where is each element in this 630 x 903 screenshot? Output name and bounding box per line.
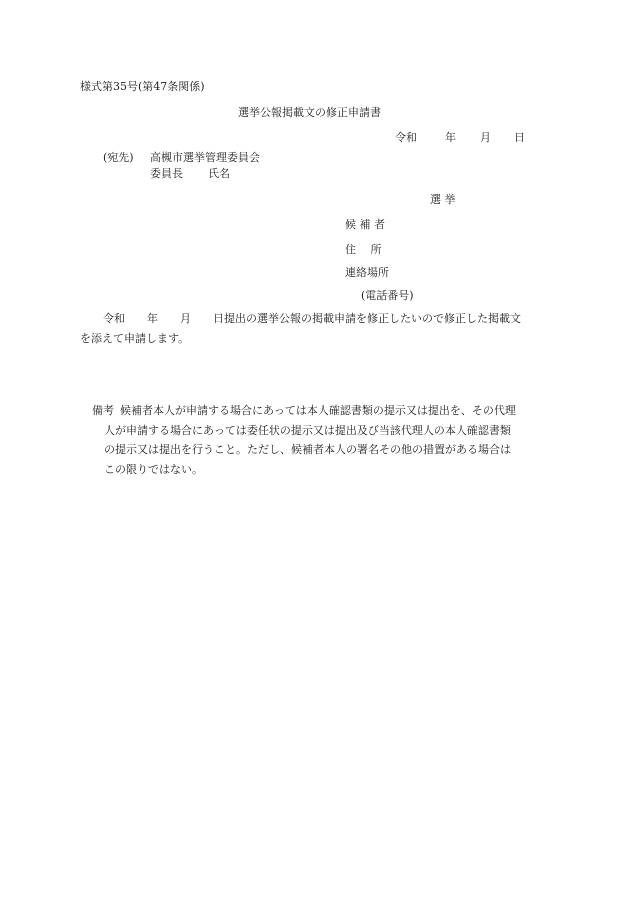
date-day: 日 [514, 131, 525, 144]
date-era: 令和 [395, 131, 417, 144]
remarks-line-3: の提示又は提出を行うこと。ただし、候補者本人の署名その他の措置がある場合は [104, 443, 511, 456]
date-year: 年 [445, 131, 456, 144]
addressee-prefix: (宛先) [103, 151, 134, 164]
addressee-chair: 委員長 [150, 167, 183, 180]
addressee-name: 高槻市選挙管理委員会 [150, 151, 260, 164]
candidate-label: 候 補 者 [345, 218, 385, 231]
remarks-label: 備考 [92, 404, 114, 417]
date-month: 月 [480, 131, 491, 144]
remarks-line-4: この限りではない。 [104, 463, 203, 476]
phone-label: (電話番号) [361, 289, 414, 302]
address-label: 住 所 [345, 243, 382, 256]
form-number: 様式第35号(第47条関係) [80, 80, 205, 93]
body-line-1: 令和 年 月 日提出の選挙公報の掲載申請を修正したいので修正した掲載文 [103, 312, 521, 325]
contact-label: 連絡場所 [345, 266, 389, 279]
body-line-2: を添えて申請します。 [80, 332, 190, 345]
remarks-line-1: 候補者本人が申請する場合にあっては本人確認書類の提示又は提出を、その代理 [120, 404, 516, 417]
remarks-line-2: 人が申請する場合にあっては委任状の提示又は提出及び当該代理人の本人確認書類 [104, 424, 511, 437]
election-label: 選 挙 [430, 193, 456, 206]
page-title: 選挙公報掲載文の修正申請書 [238, 106, 381, 119]
addressee-chair-name-label: 氏名 [208, 167, 230, 180]
